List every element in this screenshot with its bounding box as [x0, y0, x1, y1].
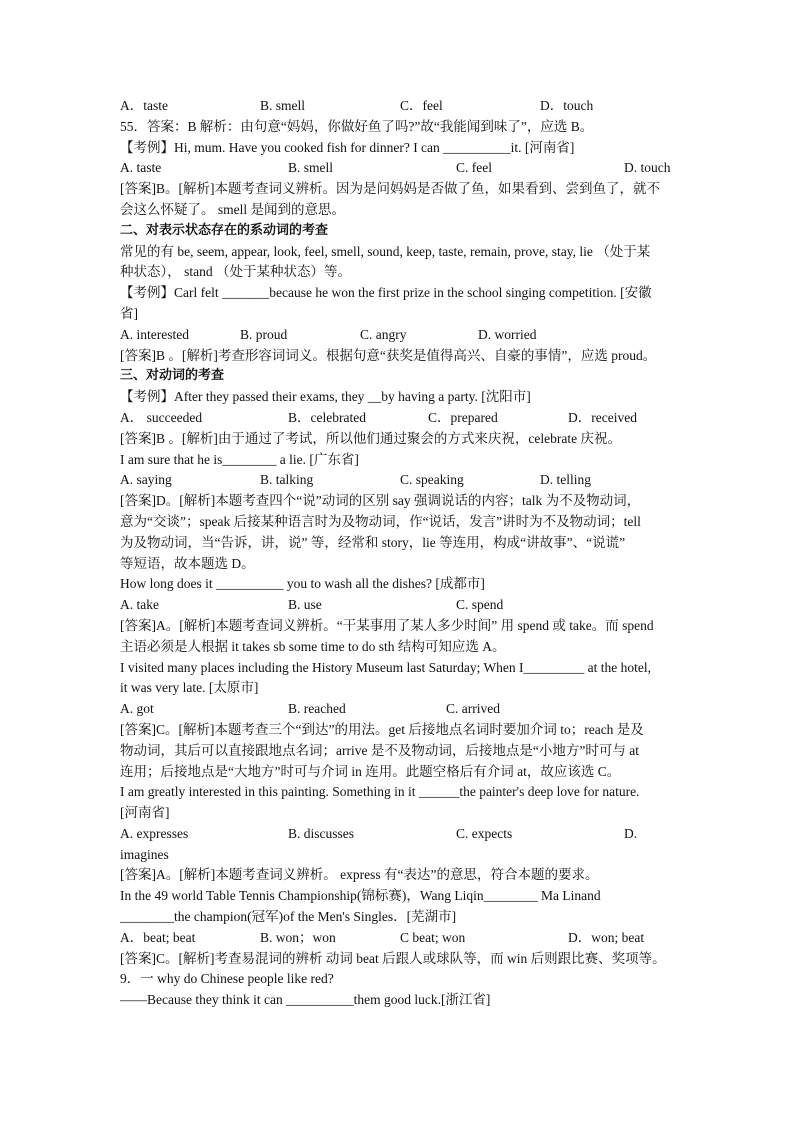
question-line: 【考例】After they passed their exams, they __by having a party. [沈阳市] — [120, 389, 531, 405]
answer-line: [答案]D。[解析]本题考查四个“说”动词的区别 say 强调说话的内容；talk 为不及物动词， — [120, 493, 641, 509]
text-line: 省] — [120, 305, 138, 321]
answer-line: [答案]C。[解析]本题考查三个“到达”的用法。get 后接地点名词时要加介词 to；reach 是及 — [120, 721, 644, 737]
text-line: 等短语，故本题选 D。 — [120, 555, 255, 571]
option-d: D. — [624, 825, 638, 841]
text-line: 会这么怀疑了。 smell 是闻到的意思。 — [120, 201, 345, 217]
option-b: B．celebrated — [288, 409, 366, 425]
option-a: A. got — [120, 701, 154, 717]
option-c: C. speaking — [400, 472, 464, 488]
option-b: B. won；won — [260, 929, 336, 945]
option-a: A. saying — [120, 472, 172, 488]
options-row — [120, 325, 676, 346]
text-line: 连用；后接地点是“大地方”时可与介词 in 连用。此题空格后有介词 at，故应该选 C。 — [120, 763, 621, 779]
options-row — [120, 408, 676, 429]
option-a: A. take — [120, 597, 159, 613]
option-a: A．beat; beat — [120, 929, 196, 945]
question-line: In the 49 world Table Tennis Championship(锦标赛)，Wang Liqin________ Ma Linand — [120, 888, 601, 904]
option-c: C. feel — [456, 160, 492, 176]
question-line: 9．一 why do Chinese people like red? — [120, 971, 334, 987]
option-c: C. angry — [360, 326, 407, 342]
options-row — [120, 470, 676, 491]
option-d: D. telling — [540, 472, 591, 488]
option-a: A. taste — [120, 160, 162, 176]
option-d: D. worried — [478, 326, 537, 342]
question-line: I visited many places including the History Museum last Saturday; When I_________ at the hotel, — [120, 659, 652, 675]
option-c: C．prepared — [428, 409, 498, 425]
text-line: [河南省] — [120, 805, 170, 821]
text-line: 意为“交谈”；speak 后接某种语言时为及物动词，作“说话，发言”讲时为不及物动词；tell — [120, 513, 641, 529]
options-row — [120, 928, 676, 949]
option-d: D．won; beat — [568, 929, 645, 945]
options-row — [120, 699, 676, 720]
option-c: C. spend — [456, 597, 504, 613]
option-d: D. touch — [624, 160, 671, 176]
text-line: imagines — [120, 846, 169, 862]
option-c: C. arrived — [446, 701, 500, 717]
options-row — [120, 96, 676, 117]
question-line: 【考例】Carl felt _______because he won the first prize in the school singing competition. [安徽 — [120, 285, 652, 301]
text-line: 常见的有 be, seem, appear, look, feel, smell, sound, keep, taste, remain, prove, stay, lie （处于某 — [120, 243, 651, 259]
option-c: C．feel — [400, 98, 443, 113]
option-b: B. reached — [288, 701, 346, 717]
text-line: 主语必须是人根据 it takes sb some time to do sth 结构可知应选 A。 — [120, 638, 506, 654]
option-a: A. expresses — [120, 825, 189, 841]
text-line: 物动词，其后可以直接跟地点名词；arrive 是不及物动词，后接地点是“小地方”时可与 at — [120, 742, 639, 758]
answer-line: 55．答案：B 解析：由句意“妈妈，你做好鱼了吗?”故“我能闻到味了”，应选 B。 — [120, 118, 594, 134]
answer-line: [答案]A。[解析]本题考查词义辨析。“干某事用了某人多少时间” 用 spend 或 take。而 spend — [120, 617, 654, 633]
question-line: I am greatly interested in this painting. Something in it ______the painter's deep love for nature. — [120, 784, 640, 800]
option-b: B. smell — [288, 160, 334, 176]
option-a: A． succeeded — [120, 409, 203, 425]
option-b: B. use — [288, 597, 322, 613]
options-row — [120, 824, 676, 845]
option-b: B. discusses — [288, 825, 355, 841]
question-line: I am sure that he is________ a lie. [广东省] — [120, 451, 359, 467]
option-a: A. interested — [120, 326, 189, 342]
answer-line: [答案]C。[解析]考查易混词的辨析 动词 beat 后跟人或球队等，而 win 后则跟比赛、奖项等。 — [120, 950, 666, 966]
answer-line: [答案]A。[解析]本题考查词义辨析。 express 有“表达”的意思，符合本题的要求。 — [120, 867, 599, 883]
option-a: A．taste — [120, 98, 168, 113]
option-c: C beat; won — [400, 929, 466, 945]
text-line: ________the champion(冠军)of the Men's Singles．[芜湖市] — [120, 909, 457, 925]
text-line: 为及物动词，当“告诉，讲，说” 等，经常和 story，lie 等连用，构成“讲故事”、“说谎” — [120, 534, 626, 550]
option-b: B. talking — [260, 472, 314, 488]
question-line: 【考例】Hi, mum. Have you cooked fish for dinner? I can __________it. [河南省] — [120, 139, 575, 155]
answer-line: [答案]B。[解析]本题考查词义辨析。因为是问妈妈是否做了鱼，如果看到、尝到鱼了，就不 — [120, 181, 660, 197]
section-heading: 三、对动词的考查 — [120, 368, 225, 384]
document-page — [120, 96, 676, 1011]
option-d: D．received — [568, 409, 637, 425]
answer-line: [答案]B 。[解析]由于通过了考试，所以他们通过聚会的方式来庆祝，celebrate 庆祝。 — [120, 430, 621, 446]
text-line: 种状态）， stand （处于某种状态）等。 — [120, 264, 351, 280]
answer-line: [答案]B 。[解析]考查形容词词义。根据句意“获奖是值得高兴、自豪的事情”，应选 proud。 — [120, 347, 657, 363]
option-b: B. smell — [260, 98, 306, 113]
text-line: it was very late. [太原市] — [120, 680, 259, 696]
section-heading: 二、对表示状态存在的系动词的考查 — [120, 222, 329, 238]
option-d: D．touch — [540, 98, 594, 113]
option-c: C. expects — [456, 825, 513, 841]
text-line: ——Because they think it can __________them good luck.[浙江省] — [120, 992, 491, 1008]
question-line: How long does it __________ you to wash all the dishes? [成都市] — [120, 576, 485, 592]
option-b: B. proud — [240, 326, 288, 342]
options-row — [120, 158, 676, 179]
options-row — [120, 595, 676, 616]
